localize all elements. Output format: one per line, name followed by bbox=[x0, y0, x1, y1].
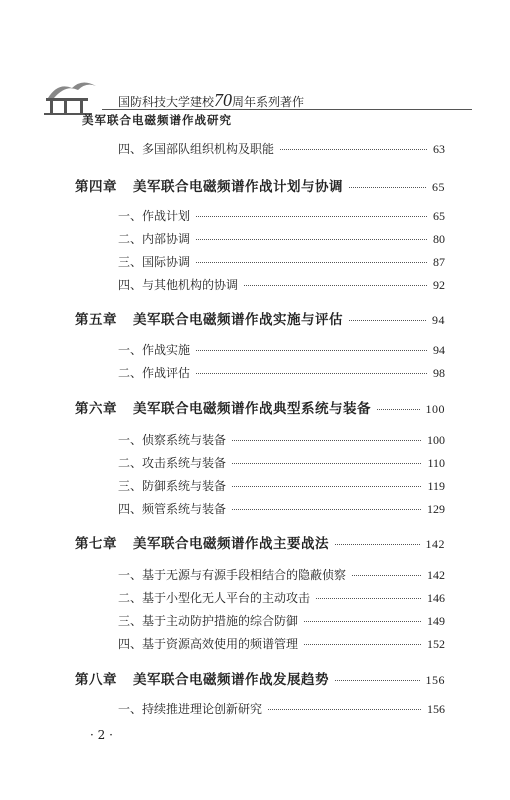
chapter-number: 第八章 bbox=[75, 672, 117, 688]
toc-entry-title bbox=[75, 532, 329, 552]
page-number: · 2 · bbox=[90, 728, 113, 742]
toc-section-entry[interactable] bbox=[118, 253, 445, 270]
toc-entry-title: 四、频管系统与装备 bbox=[118, 502, 227, 516]
toc-page-number: 129 bbox=[427, 502, 445, 516]
toc-entry-title bbox=[75, 308, 343, 328]
toc-entry-title: 二、作战评估 bbox=[118, 366, 191, 380]
toc-page-number: 110 bbox=[427, 456, 445, 470]
toc-page-number: 100 bbox=[427, 433, 445, 447]
toc-entry-title: 一、作战计划 bbox=[118, 209, 191, 223]
toc-chapter-entry[interactable] bbox=[75, 308, 445, 328]
toc-page-number: 94 bbox=[433, 343, 445, 357]
dot-leader bbox=[335, 680, 420, 681]
chapter-title: 美军联合电磁频谱作战发展趋势 bbox=[133, 672, 329, 688]
toc-section-entry[interactable] bbox=[118, 566, 445, 583]
header-rule bbox=[102, 109, 472, 110]
running-header bbox=[42, 76, 472, 127]
toc-page-number: 152 bbox=[427, 637, 445, 651]
toc-entry-title bbox=[75, 397, 371, 417]
toc-section-entry[interactable] bbox=[118, 207, 445, 224]
toc-chapter-entry[interactable] bbox=[75, 397, 445, 417]
toc-chapter-entry[interactable] bbox=[75, 668, 445, 688]
toc-page-number: 119 bbox=[427, 479, 445, 493]
toc-section-entry[interactable] bbox=[118, 635, 445, 652]
toc-chapter-entry[interactable] bbox=[75, 532, 445, 552]
toc-entry-title: 四、基于资源高效使用的频谱管理 bbox=[118, 637, 299, 651]
dot-leader bbox=[232, 486, 421, 487]
dot-leader bbox=[196, 262, 427, 263]
series-suffix: 周年系列著作 bbox=[232, 95, 305, 109]
toc-page-number: 156 bbox=[427, 702, 445, 716]
toc-entry-title: 一、侦察系统与装备 bbox=[118, 433, 227, 447]
dot-leader bbox=[196, 373, 427, 374]
toc-section-entry[interactable] bbox=[118, 341, 445, 358]
chapter-number: 第六章 bbox=[75, 401, 117, 417]
toc-entry-title: 四、与其他机构的协调 bbox=[118, 278, 239, 292]
toc-page-number: 98 bbox=[433, 366, 445, 380]
chapter-title: 美军联合电磁频谱作战实施与评估 bbox=[133, 312, 343, 328]
toc-page-number: 87 bbox=[433, 255, 445, 269]
dot-leader bbox=[304, 644, 421, 645]
toc-page-number: 142 bbox=[425, 537, 445, 551]
series-title bbox=[118, 90, 304, 111]
dot-leader bbox=[304, 621, 421, 622]
series-number: 70 bbox=[214, 90, 233, 110]
toc-page-number: 92 bbox=[433, 278, 445, 292]
dot-leader bbox=[196, 239, 427, 240]
toc-section-entry[interactable] bbox=[118, 364, 445, 381]
dot-leader bbox=[349, 320, 426, 321]
toc-page-number: 149 bbox=[427, 614, 445, 628]
toc-entry-title: 四、多国部队组织机构及职能 bbox=[118, 142, 275, 156]
toc-section-entry[interactable] bbox=[118, 589, 445, 606]
toc-section-entry[interactable] bbox=[118, 477, 445, 494]
toc-chapter-entry[interactable] bbox=[75, 175, 445, 195]
toc-entry-title: 三、防御系统与装备 bbox=[118, 479, 227, 493]
chapter-number: 第四章 bbox=[75, 179, 117, 195]
dot-leader bbox=[335, 544, 420, 545]
toc-page-number: 63 bbox=[433, 142, 445, 156]
dot-leader bbox=[280, 149, 427, 150]
toc-page-number: 65 bbox=[433, 209, 445, 223]
toc-entry-title: 三、国际协调 bbox=[118, 255, 191, 269]
dot-leader bbox=[349, 187, 426, 188]
toc-page-number: 156 bbox=[425, 673, 445, 687]
toc-section-entry[interactable] bbox=[118, 700, 445, 717]
toc-section-entry[interactable] bbox=[118, 140, 445, 157]
dot-leader bbox=[377, 409, 420, 410]
series-prefix: 国防科技大学建校 bbox=[118, 95, 215, 109]
toc-entry-title: 一、持续推进理论创新研究 bbox=[118, 702, 263, 716]
toc-entry-title: 三、基于主动防护措施的综合防御 bbox=[118, 614, 299, 628]
university-gate-logo bbox=[42, 76, 100, 116]
toc-entry-title bbox=[75, 175, 343, 195]
toc-section-entry[interactable] bbox=[118, 612, 445, 629]
toc-page-number: 80 bbox=[433, 232, 445, 246]
dot-leader bbox=[232, 440, 421, 441]
toc-entry-title: 二、攻击系统与装备 bbox=[118, 456, 227, 470]
chapter-title: 美军联合电磁频谱作战主要战法 bbox=[133, 536, 329, 552]
book-title: 美军联合电磁频谱作战研究 bbox=[82, 113, 232, 127]
toc-section-entry[interactable] bbox=[118, 454, 445, 471]
chapter-number: 第五章 bbox=[75, 312, 117, 328]
toc-entry-title: 二、基于小型化无人平台的主动攻击 bbox=[118, 591, 311, 605]
chapter-number: 第七章 bbox=[75, 536, 117, 552]
dot-leader bbox=[196, 350, 427, 351]
dot-leader bbox=[316, 598, 421, 599]
toc-section-entry[interactable] bbox=[118, 431, 445, 448]
dot-leader bbox=[232, 509, 421, 510]
dot-leader bbox=[352, 575, 421, 576]
toc-entry-title bbox=[75, 668, 329, 688]
toc-page-number: 142 bbox=[427, 568, 445, 582]
dot-leader bbox=[196, 216, 427, 217]
toc-section-entry[interactable] bbox=[118, 276, 445, 293]
toc-entry-title: 二、内部协调 bbox=[118, 232, 191, 246]
toc-page-number: 94 bbox=[432, 313, 445, 327]
toc-page-number: 146 bbox=[427, 591, 445, 605]
chapter-title: 美军联合电磁频谱作战计划与协调 bbox=[133, 179, 343, 195]
chapter-title: 美军联合电磁频谱作战典型系统与装备 bbox=[133, 401, 371, 417]
toc-section-entry[interactable] bbox=[118, 230, 445, 247]
dot-leader bbox=[244, 285, 427, 286]
toc-page-number: 100 bbox=[425, 402, 445, 416]
toc-section-entry[interactable] bbox=[118, 500, 445, 517]
toc-page-number: 65 bbox=[432, 180, 445, 194]
toc-entry-title: 一、作战实施 bbox=[118, 343, 191, 357]
dot-leader bbox=[268, 709, 421, 710]
toc-entry-title: 一、基于无源与有源手段相结合的隐蔽侦察 bbox=[118, 568, 347, 582]
dot-leader bbox=[232, 463, 421, 464]
